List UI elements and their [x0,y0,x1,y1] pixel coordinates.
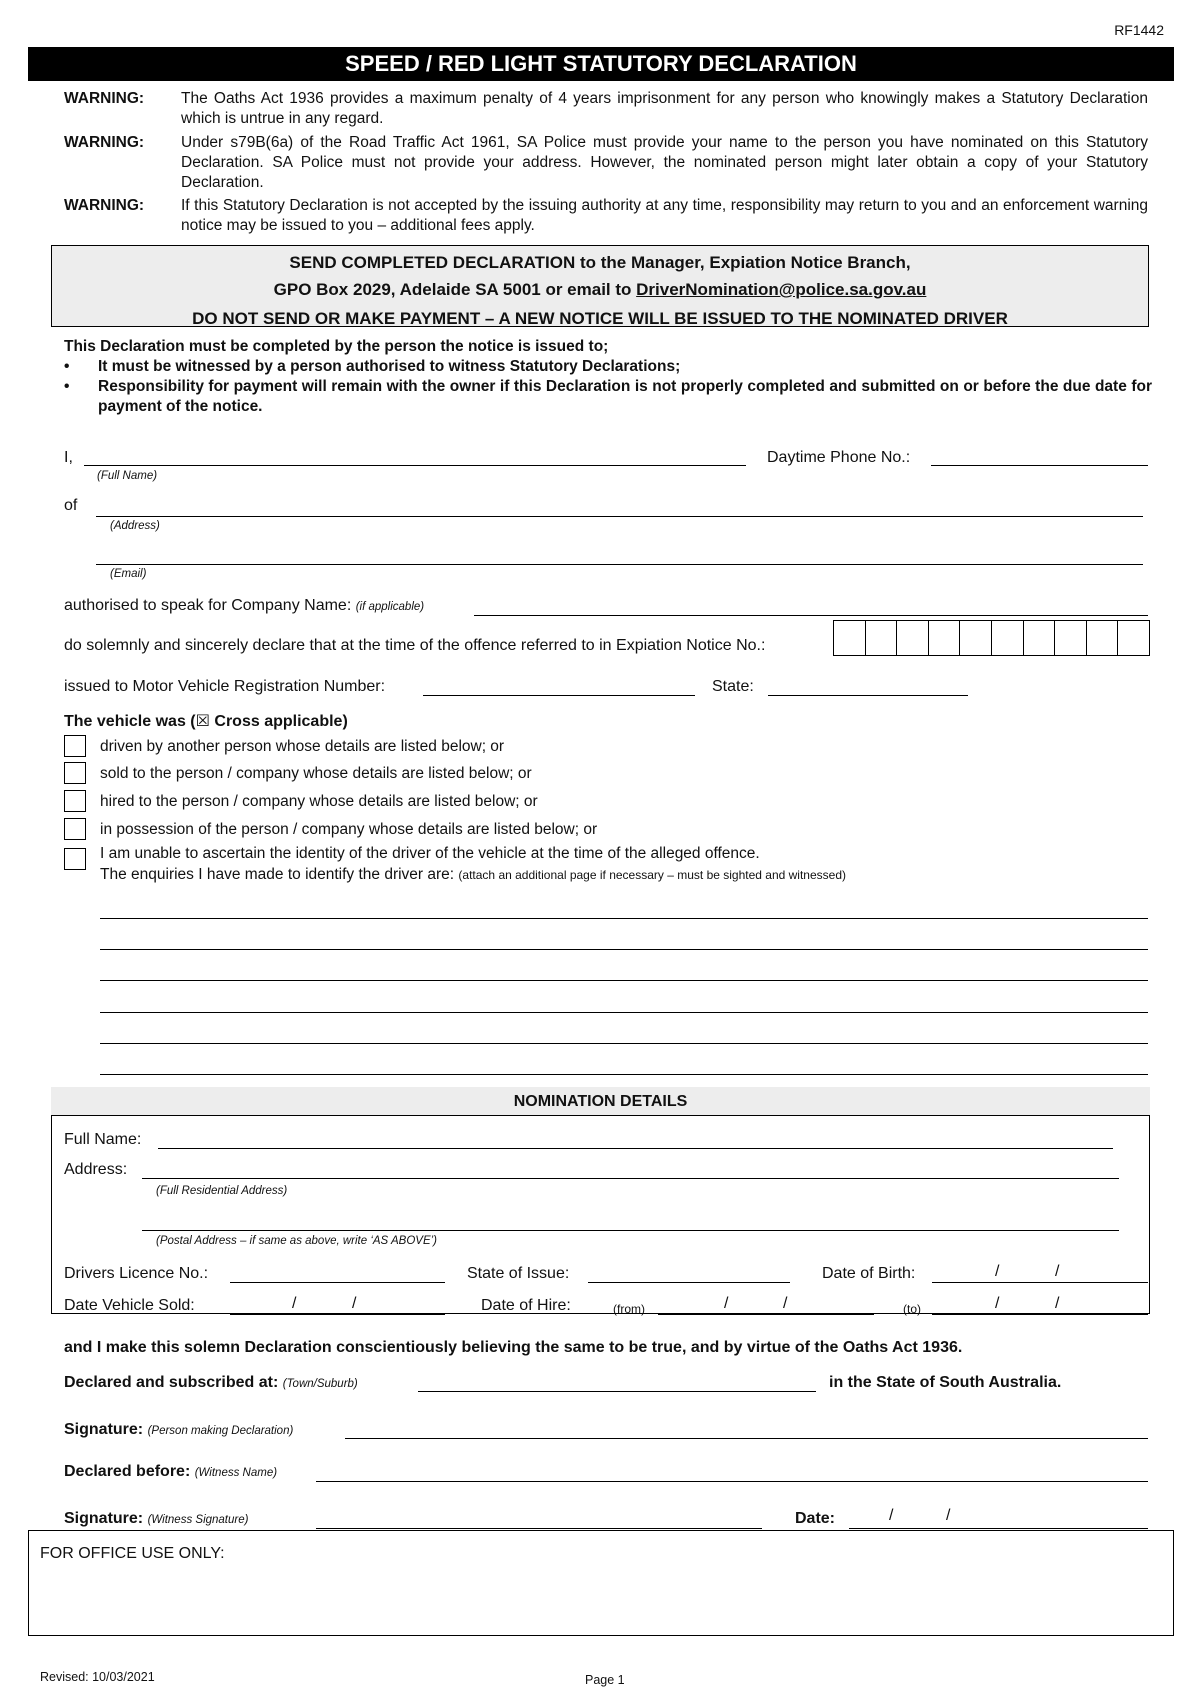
option-possession: in possession of the person / company whose details are listed below; or [100,821,598,838]
warning-1 [64,89,1148,129]
dob-label: Date of Birth: [822,1265,916,1282]
date-field[interactable] [849,1528,1148,1529]
declared-at-label: Declared and subscribed at: (Town/Suburb) [64,1374,358,1391]
phone-field[interactable] [931,465,1148,466]
send-line-3: DO NOT SEND OR MAKE PAYMENT – A NEW NOTICE WILL BE ISSUED TO THE NOMINATED DRIVER [192,309,1008,328]
digit-box[interactable] [1087,621,1119,655]
enquiries-line[interactable] [100,1043,1148,1044]
state-field[interactable] [768,695,968,696]
signature-label: Signature: (Person making Declaration) [64,1421,294,1438]
i-label: I, [64,449,73,466]
digit-box[interactable] [834,621,866,655]
declarant-signature-field[interactable] [345,1438,1148,1439]
postal-hint: (Postal Address – if same as above, write ‘AS ABOVE’) [156,1235,438,1247]
checkbox-sold[interactable] [64,762,86,784]
state-text: in the State of South Australia. [829,1374,1062,1391]
revised-date: Revised: 10/03/2021 [40,1670,155,1684]
date-separator: / [995,1295,1000,1312]
declared-before-label: Declared before: (Witness Name) [64,1463,278,1480]
of-label: of [64,497,78,514]
date-separator: / [1055,1263,1060,1280]
declared-at-field[interactable] [418,1391,816,1392]
digit-box[interactable] [992,621,1024,655]
state-label: State: [712,678,754,695]
enquiries-line[interactable] [100,949,1148,950]
digit-box[interactable] [1024,621,1056,655]
nomination-section [51,1087,1150,1314]
to-hint: (to) [903,1302,921,1316]
form-id: RF1442 [1114,22,1164,38]
enquiries-line[interactable] [100,1012,1148,1013]
checkbox-possession[interactable] [64,818,86,840]
enquiries-line[interactable] [100,918,1148,919]
nomination-heading: NOMINATION DETAILS [51,1087,1150,1116]
phone-label: Daytime Phone No.: [767,449,911,466]
checkbox-driven[interactable] [64,735,86,757]
email-hint: (Email) [110,568,147,580]
from-hint: (from) [613,1302,645,1316]
send-instructions-box [51,245,1149,327]
page-number: Page 1 [585,1673,625,1687]
vehicle-heading: The vehicle was (☒ Cross applicable) [64,713,348,730]
date-separator: / [946,1507,951,1524]
checkbox-hired[interactable] [64,790,86,812]
enquiries-line[interactable] [100,980,1148,981]
residential-hint: (Full Residential Address) [156,1185,288,1197]
warning-2 [64,133,1148,193]
enquiries-line[interactable] [100,1074,1148,1075]
date-separator: / [995,1263,1000,1280]
date-label: Date: [795,1510,836,1527]
digit-box[interactable] [960,621,992,655]
declare-text: do solemnly and sincerely declare that at the time of the offence referred to in Expiation Notice No.: [64,637,766,654]
full-name-hint: (Full Name) [97,470,158,482]
intro-bullet: • It must be witnessed by a person authorised to witness Statutory Declarations; [64,358,681,375]
company-label: authorised to speak for Company Name: (if applicable) [64,597,425,614]
warning-label: WARNING: [64,134,145,151]
hire-from-field[interactable] [658,1314,874,1315]
hire-label: Date of Hire: [481,1297,571,1314]
licence-label: Drivers Licence No.: [64,1265,209,1282]
email-link[interactable]: DriverNomination@police.sa.gov.au [636,280,927,299]
date-separator: / [352,1295,357,1312]
address-hint: (Address) [110,520,160,532]
address-field[interactable] [96,516,1143,517]
warning-3 [64,196,1148,236]
warning-text: If this Statutory Declaration is not accepted by the issuing authority at any time, responsibility may return to you and an enforcement warning notice may be issued to you – additional fees apply. [181,197,1148,234]
intro-bullet: • Responsibility for payment will remain with the owner if this Declaration is not properly completed and submitted on or before the due date for payment of the notice. [64,378,1152,415]
warning-text: Under s79B(6a) of the Road Traffic Act 1961, SA Police must provide your name to the person you have nominated on this Statutory Declaration. SA Police must not provide your address. However, the nominated person might later obtain a copy of your Statutory Declaration. [181,134,1148,191]
date-separator: / [1055,1295,1060,1312]
nom-full-name-label: Full Name: [64,1131,142,1148]
warning-label: WARNING: [64,90,145,107]
email-field[interactable] [96,564,1143,565]
date-separator: / [724,1295,729,1312]
date-separator: / [292,1295,297,1312]
send-address: GPO Box 2029, Adelaide SA 5001 or email to [273,280,637,299]
digit-box[interactable] [866,621,898,655]
witness-name-field[interactable] [316,1481,1148,1482]
digit-box[interactable] [1118,621,1149,655]
digit-box[interactable] [1055,621,1087,655]
date-separator: / [889,1507,894,1524]
full-name-field[interactable] [84,465,746,466]
conscience-statement: and I make this solemn Declaration conscientiously believing the same to be true, and by virtue of the Oaths Act 1936. [64,1339,963,1356]
hire-to-field[interactable] [932,1314,1148,1315]
nom-postal-field[interactable] [142,1230,1119,1231]
warning-text: The Oaths Act 1936 provides a maximum penalty of 4 years imprisonment for any person who knowingly makes a Statutory Declaration which is untrue in any regard. [181,90,1148,127]
intro-section [64,337,1152,417]
enquiries-label: The enquiries I have made to identify the driver are: (attach an additional page if necessary – must be sighted and witnessed) [100,866,846,883]
state-issue-label: State of Issue: [467,1265,570,1282]
send-line-2 [52,279,1148,300]
send-line-1: SEND COMPLETED DECLARATION to the Manager, Expiation Notice Branch, [289,253,911,272]
witness-signature-field[interactable] [316,1528,762,1529]
sold-label: Date Vehicle Sold: [64,1297,195,1314]
page-title: SPEED / RED LIGHT STATUTORY DECLARATION [28,47,1174,81]
nom-full-name-field[interactable] [158,1148,1113,1149]
witness-signature-label: Signature: (Witness Signature) [64,1510,249,1527]
option-unable: I am unable to ascertain the identity of the driver of the vehicle at the time of the alleged offence. [100,845,760,862]
date-separator: / [783,1295,788,1312]
intro-lead: This Declaration must be completed by the person the notice is issued to; [64,338,609,355]
company-field[interactable] [474,615,1148,616]
dob-field[interactable] [932,1282,1148,1283]
option-driven: driven by another person whose details are listed below; or [100,738,505,755]
bullet-icon: • [64,378,70,395]
bullet-icon: • [64,358,70,375]
digit-box[interactable] [929,621,961,655]
option-hired: hired to the person / company whose details are listed below; or [100,793,538,810]
digit-box[interactable] [897,621,929,655]
sold-date-field[interactable] [230,1314,445,1315]
option-sold: sold to the person / company whose details are listed below; or [100,765,532,782]
state-issue-field[interactable] [588,1282,790,1283]
office-use-label: FOR OFFICE USE ONLY: [40,1545,225,1562]
crossed-box-icon: ☒ [195,713,210,730]
licence-field[interactable] [230,1282,445,1283]
registration-field[interactable] [423,695,695,696]
nom-address-label: Address: [64,1161,128,1178]
warning-label: WARNING: [64,197,145,214]
nom-residential-field[interactable] [142,1178,1119,1179]
registration-label: issued to Motor Vehicle Registration Number: [64,678,386,695]
checkbox-unable[interactable] [64,848,86,870]
expiation-number-boxes[interactable] [833,620,1150,656]
